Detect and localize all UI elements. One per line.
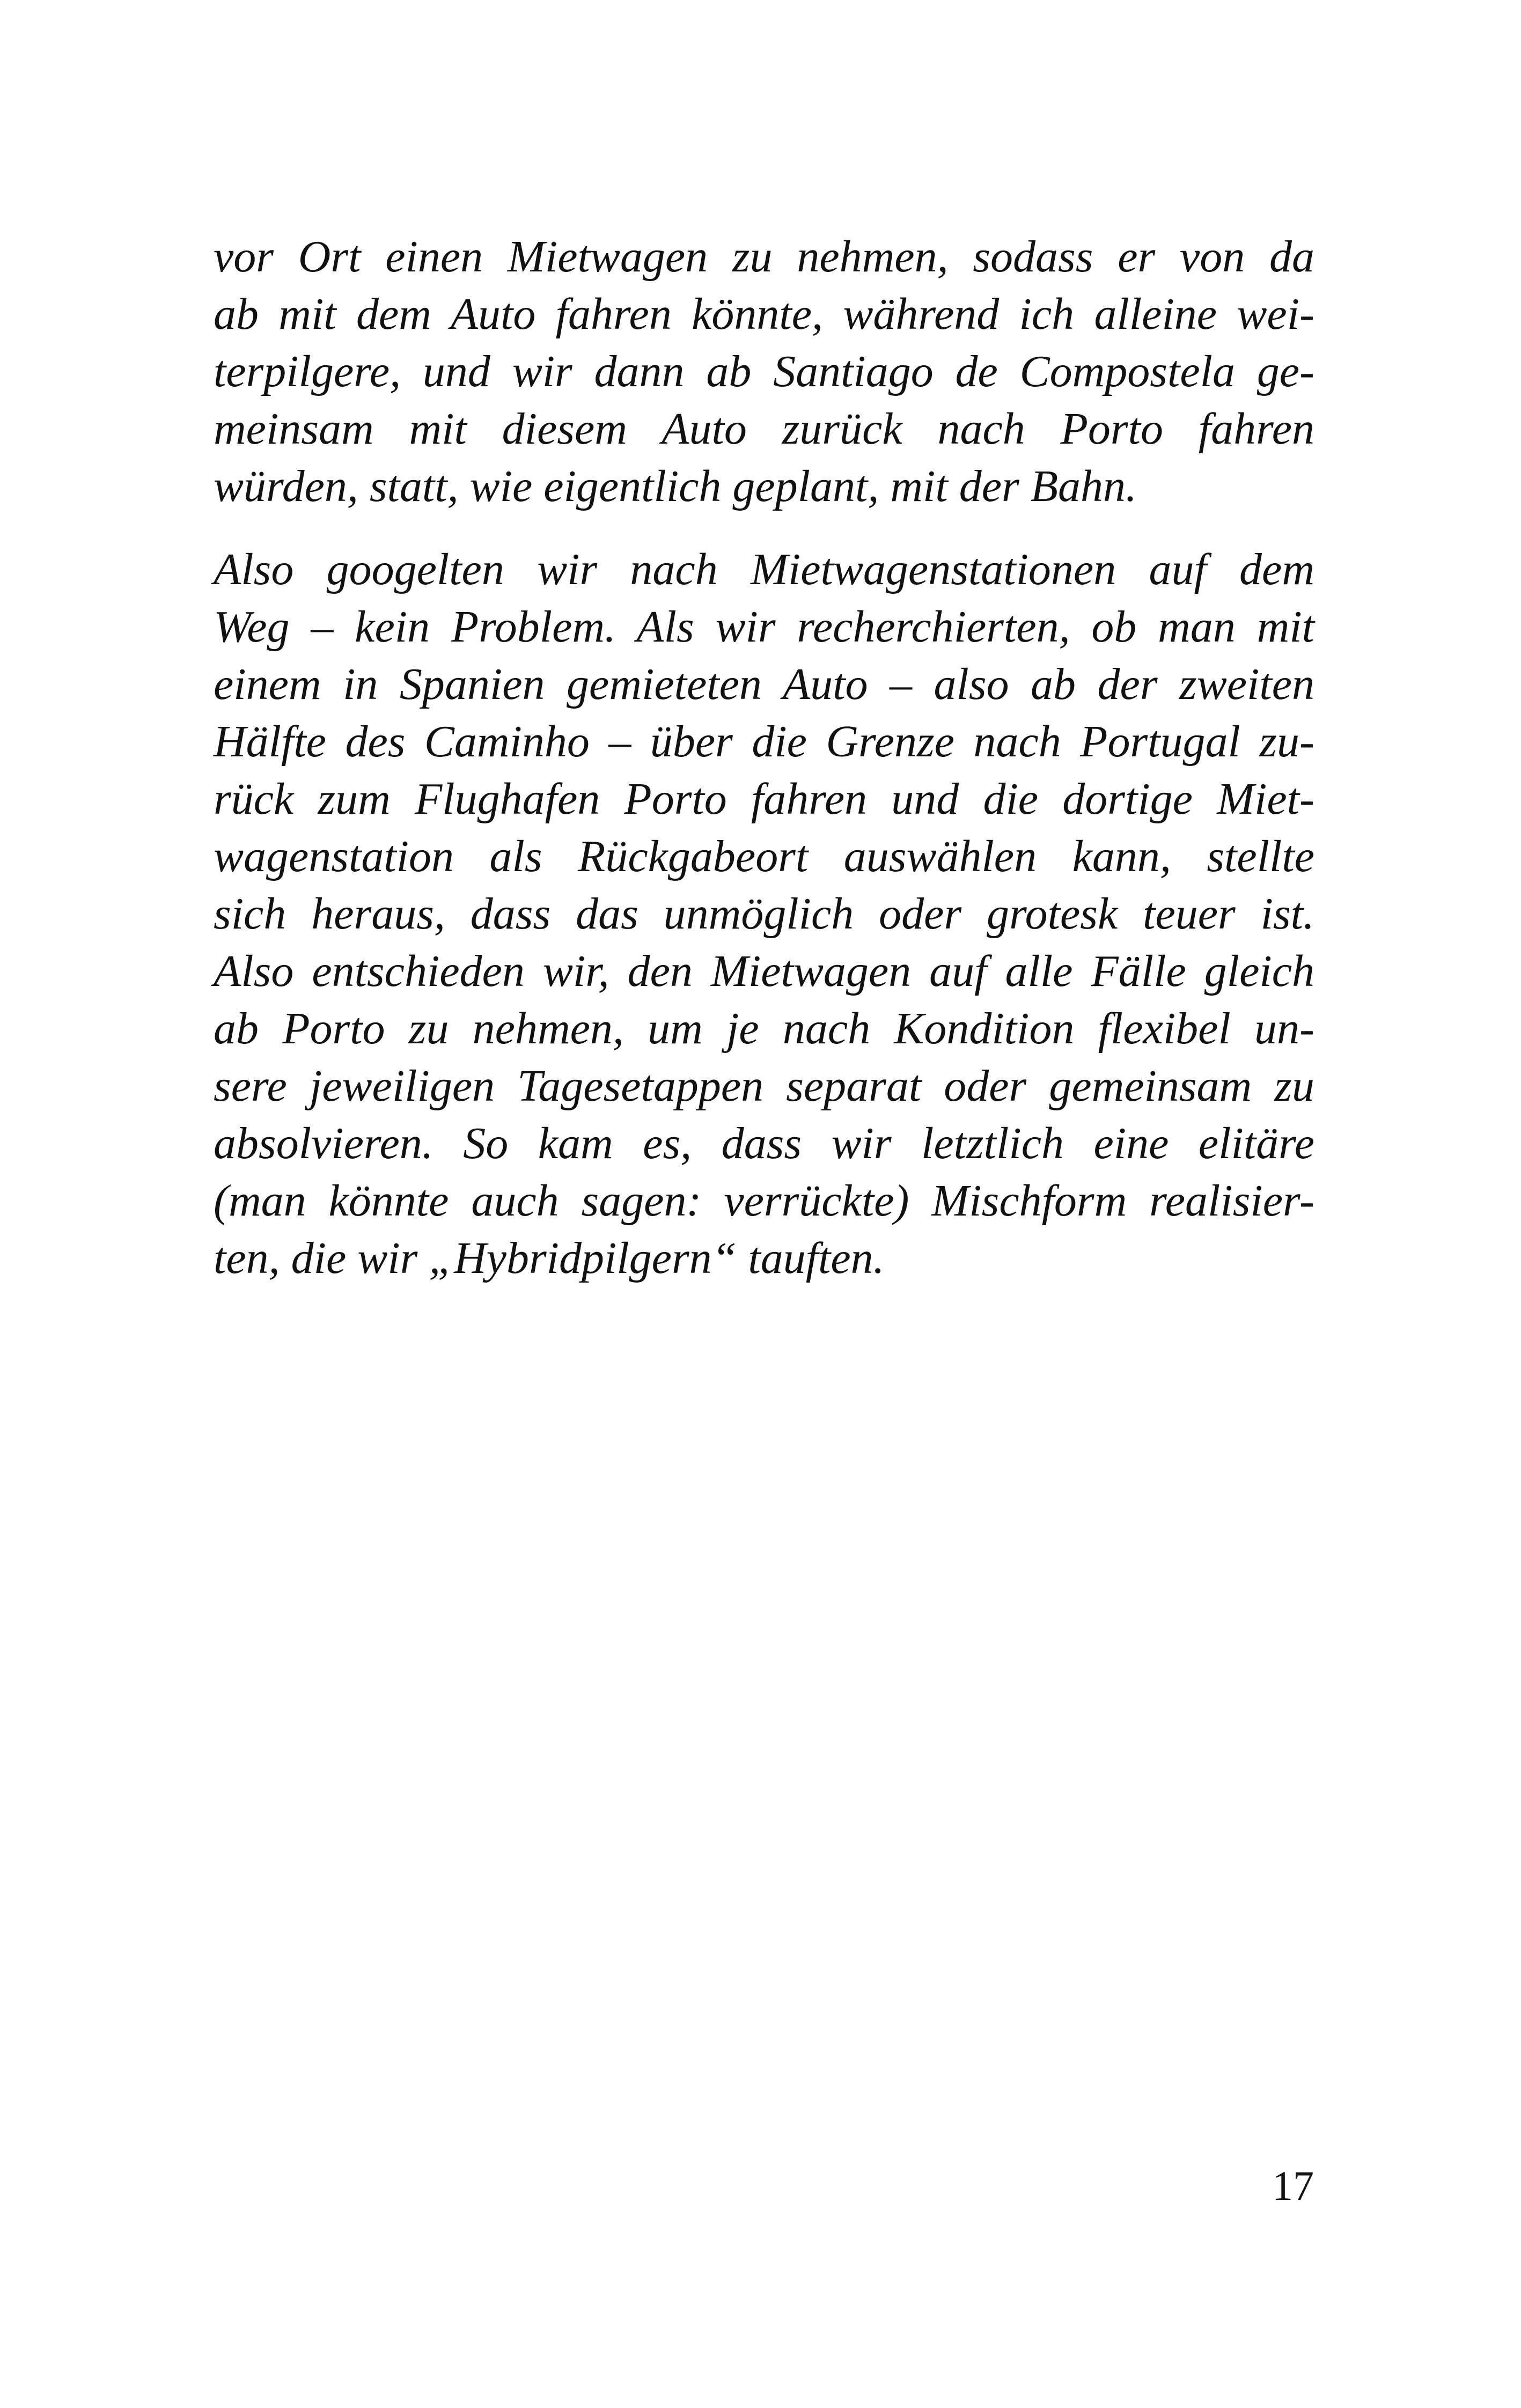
text-line: Weg – kein Problem. Als wir recherchierten, ob man mit — [214, 602, 1314, 652]
paragraph-1 — [214, 228, 1314, 515]
text-line: ten, die wir „Hybridpilgern“ tauften. — [214, 1233, 885, 1283]
text-line: (man könnte auch sagen: verrückte) Mischform realisier- — [214, 1176, 1314, 1226]
paragraph-2 — [214, 541, 1314, 1287]
text-line: würden, statt, wie eigentlich geplant, mit der Bahn. — [214, 461, 1137, 511]
body-text — [214, 228, 1314, 1287]
text-line: rück zum Flughafen Porto fahren und die dortige Miet- — [214, 774, 1314, 824]
text-line: sich heraus, dass das unmöglich oder grotesk teuer ist. — [214, 889, 1314, 939]
text-line: ab Porto zu nehmen, um je nach Kondition flexibel un- — [214, 1004, 1314, 1054]
text-line: Also googelten wir nach Mietwagenstationen auf dem — [214, 544, 1314, 594]
text-line: Also entschieden wir, den Mietwagen auf alle Fälle gleich — [214, 946, 1314, 996]
text-line: wagenstation als Rückgabeort auswählen kann, stellte — [214, 831, 1314, 881]
text-line: terpilgere, und wir dann ab Santiago de Compostela ge- — [214, 347, 1314, 396]
page-number: 17 — [1272, 2162, 1314, 2209]
text-line: sere jeweiligen Tagesetappen separat oder gemeinsam zu — [214, 1061, 1314, 1111]
text-line: absolvieren. So kam es, dass wir letztlich eine elitäre — [214, 1118, 1314, 1168]
text-line: vor Ort einen Mietwagen zu nehmen, sodass er von da — [214, 232, 1314, 282]
text-line: ab mit dem Auto fahren könnte, während ich alleine wei- — [214, 289, 1314, 339]
text-line: einem in Spanien gemieteten Auto – also ab der zweiten — [214, 659, 1314, 709]
text-line: meinsam mit diesem Auto zurück nach Porto fahren — [214, 404, 1314, 454]
text-line: Hälfte des Caminho – über die Grenze nach Portugal zu- — [214, 717, 1314, 767]
